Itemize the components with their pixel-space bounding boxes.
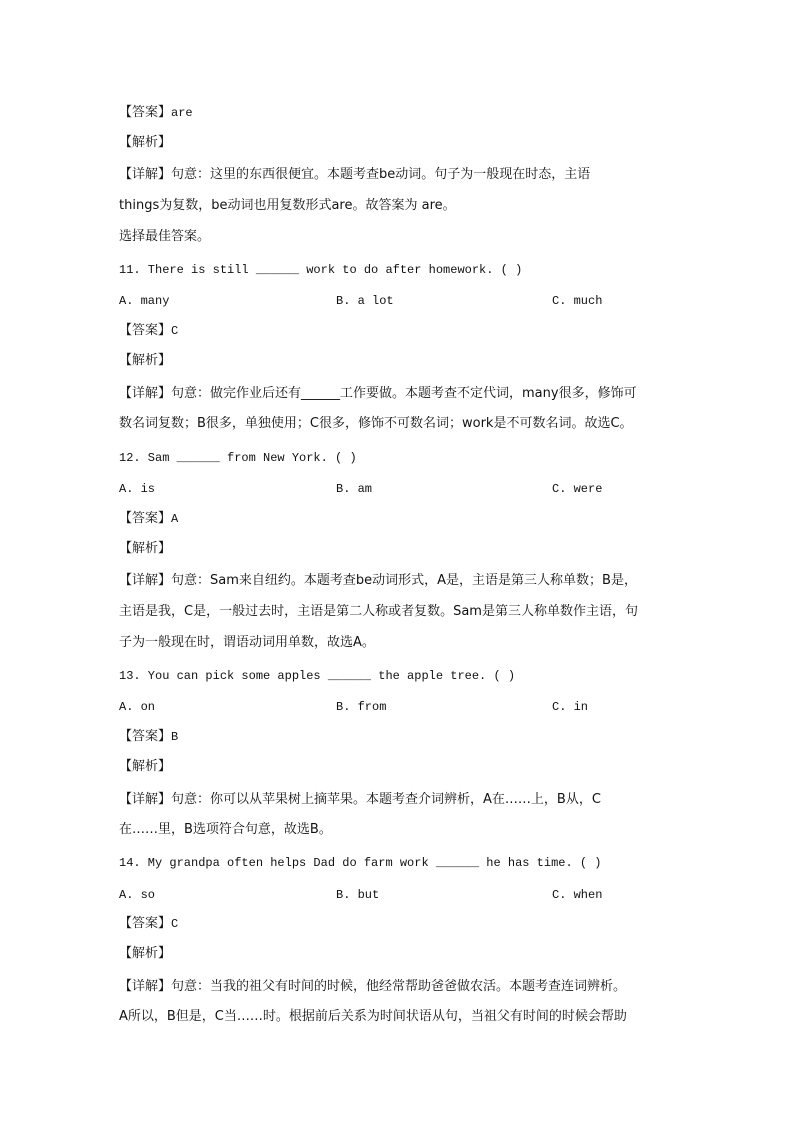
detail-tag: 【详解】 [119, 792, 172, 807]
answer-line [119, 510, 178, 527]
analysis-tag: 【解析】 [119, 759, 172, 774]
option-a: A. many [119, 294, 170, 308]
option-c: C. much [552, 294, 603, 308]
detail-line: 主语是我，C是，一般过去时，主语是第二人称或者复数。Sam是第三人称单数作主语，句 [119, 604, 638, 619]
answer-tag: 【答案】 [119, 916, 172, 931]
detail-line: 在……里，B选项符合句意，故选B。 [119, 822, 332, 837]
answer-tag: 【答案】 [119, 729, 172, 744]
answer-tag: 【答案】 [119, 323, 172, 338]
answer-value: A [171, 512, 179, 526]
analysis-tag: 【解析】 [119, 541, 172, 556]
analysis-tag: 【解析】 [119, 353, 172, 368]
detail-text: 句意：这里的东西很便宜。本题考查be动词。句子为一般现在时态，主语 [171, 167, 591, 182]
answer-line [119, 915, 178, 932]
q10-answer-line [119, 104, 193, 121]
option-b: B. a lot [336, 294, 394, 308]
answer-tag: 【答案】 [119, 105, 172, 120]
option-c: C. were [552, 482, 603, 496]
question-stem: 11. There is still ______ work to do after homework. ( ) [119, 263, 523, 277]
detail-text: 句意：当我的祖父有时间的时候，他经常帮助爸爸做农活。本题考查连词辨析。 [171, 979, 627, 994]
option-b: B. from [336, 700, 387, 714]
detail-line: A所以，B但是，C当……时。根据前后关系为时间状语从句，当祖父有时间的时候会帮助 [119, 1009, 627, 1024]
answer-line [119, 322, 178, 339]
detail-line: 子为一般现在时，谓语动词用单数，故选A。 [119, 635, 375, 650]
answer-line [119, 728, 178, 745]
detail-text: 句意：做完作业后还有______工作要做。本题考查不定代词，many很多，修饰可 [171, 386, 637, 401]
question-stem: 14. My grandpa often helps Dad do farm work ______ he has time. ( ) [119, 856, 602, 870]
detail-tag: 【详解】 [119, 573, 172, 588]
option-a: A. is [119, 482, 156, 496]
detail-line [119, 791, 601, 808]
answer-value: are [171, 106, 193, 120]
answer-tag: 【答案】 [119, 511, 172, 526]
detail-line [119, 572, 637, 589]
option-a: A. so [119, 888, 156, 902]
section-note: 选择最佳答案。 [119, 229, 211, 244]
option-b: B. am [336, 482, 373, 496]
detail-text: 句意：你可以从苹果树上摘苹果。本题考查介词辨析，A在……上，B从，C [171, 792, 601, 807]
analysis-tag: 【解析】 [119, 946, 172, 961]
question-stem: 12. Sam ______ from New York. ( ) [119, 451, 357, 465]
detail-tag: 【详解】 [119, 979, 172, 994]
option-c: C. in [552, 700, 589, 714]
answer-value: B [171, 730, 179, 744]
detail-tag: 【详解】 [119, 386, 172, 401]
detail-line: 数名词复数；B很多，单独使用；C很多，修饰不可数名词；work是不可数名词。故选C。 [119, 416, 633, 431]
detail-text: 句意：Sam来自纽约。本题考查be动词形式，A是，主语是第三人称单数；B是， [171, 573, 637, 588]
answer-value: C [171, 324, 179, 338]
option-c: C. when [552, 888, 603, 902]
q10-detail-line2: things为复数，be动词也用复数形式are。故答案为 are。 [119, 198, 456, 213]
answer-value: C [171, 917, 179, 931]
option-b: B. but [336, 888, 380, 902]
q10-analysis-tag: 【解析】 [119, 135, 172, 150]
question-stem: 13. You can pick some apples ______ the apple tree. ( ) [119, 669, 516, 683]
detail-line [119, 385, 637, 402]
detail-tag: 【详解】 [119, 167, 172, 182]
detail-line [119, 978, 626, 995]
q10-detail-line1 [119, 166, 590, 183]
option-a: A. on [119, 700, 156, 714]
